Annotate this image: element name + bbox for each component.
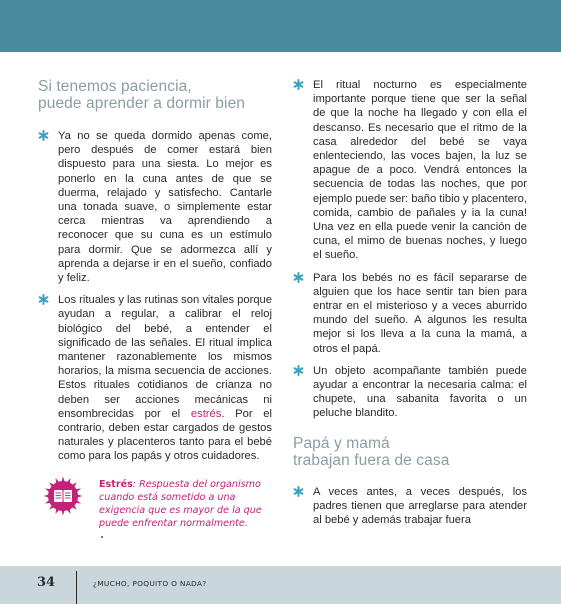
asterisk-bullet-icon xyxy=(293,79,304,90)
glossary-definition xyxy=(99,478,279,530)
asterisk-bullet-icon xyxy=(293,486,304,497)
page-number: 34 xyxy=(37,575,56,590)
section-heading-working-parents xyxy=(293,435,527,469)
heading-line-2: puede aprender a dormir bien xyxy=(38,95,246,112)
list-item xyxy=(293,271,527,356)
list-item xyxy=(293,78,527,263)
heading-line-1: Papá y mamá xyxy=(293,434,390,452)
glossary-callout xyxy=(43,470,273,540)
book-badge-icon xyxy=(43,476,83,516)
list-item xyxy=(38,293,272,463)
list-item xyxy=(293,364,527,421)
glossary-definition-text: : Respuesta del organismo cuando está sometido a una exigencia que es mayor de la que puede enfrentar normalmente. xyxy=(99,479,262,529)
top-color-bar xyxy=(0,0,561,52)
asterisk-bullet-icon xyxy=(38,294,49,305)
right-column xyxy=(293,78,527,535)
list-item xyxy=(38,129,272,285)
list-item-text: Para los bebés no es fácil separarse de alguien que los hace sentir tan bien para entrar en el misterioso y a veces aburrido mundo del sueño. A algunos les resulta mejor si los lleva a la cuna la mamá, a otros el papá. xyxy=(313,271,527,355)
running-head: ¿MUCHO, POQUITO O NADA? xyxy=(93,579,207,588)
list-item-text: El ritual nocturno es especialmente importante porque tiene que ser la señal de que la noche ha llegado y con ella el descanso. Es necesario que el ritmo de la casa alrededor del bebé se vaya enlenteciendo, las voces bajen, la luz se apague de a poco. Vendrá entonces la secuencia de todas las noches, que por ejemplo puede ser: baño tibio y placentero, comida, cambio de pañales y ia la cuna! Una vez en ella puede venir la canción de cuna, el mimo de buenas noches, y luego el sueño. xyxy=(313,79,527,262)
asterisk-bullet-icon xyxy=(293,272,304,283)
glossary-term: Estrés xyxy=(99,479,133,490)
glossary-term-link: estrés xyxy=(190,407,222,420)
list-item-text: Un objeto acompañante también puede ayudar a encontrar la necesaria calma: el chupete, una sabanita favorita o un peluche blandito. xyxy=(313,364,527,420)
list-item xyxy=(293,485,527,528)
decorative-dot xyxy=(101,536,103,538)
asterisk-bullet-icon xyxy=(293,365,304,376)
asterisk-bullet-icon xyxy=(38,130,49,141)
list-item-text: . Por el contrario, deben estar cargados de gestos naturales y placenteros tanto para el bebé como para los papás y otros cuidadores. xyxy=(58,407,272,463)
heading-line-2: trabajan fuera de casa xyxy=(293,451,450,469)
list-item-text: A veces antes, a veces después, los padres tienen que arreglarse para atender al bebé y además trabajar fuera xyxy=(313,485,527,527)
left-column xyxy=(38,78,272,472)
heading-line-1: Si tenemos paciencia, xyxy=(38,78,192,95)
section-heading-sleep xyxy=(38,78,272,112)
list-item-text: Ya no se queda dormido apenas come, pero después de comer estará bien dispuesto para una siesta. Lo mejor es ponerlo en la cuna antes de que se duerma, relajado y satisfecho. Cantarle una tonada suave, o simplemente estar cerca mientras va aprendiendo a reconocer que su cuna es un estímulo para dormir. Que se adormezca allí y aprenda a dejarse ir en el sueño, confiado y feliz. xyxy=(58,130,272,285)
list-item-text: Los rituales y las rutinas son vitales porque ayudan a regular, a calibrar el reloj biológico del bebé, a entender el significado de las señales. El ritual implica mantener razonablemente los mismos horarios, la misma secuencia de acciones. Estos rituales cotidianos de crianza no deben ser acciones mecánicas ni ensombrecidas por el xyxy=(58,294,272,420)
footer-divider xyxy=(76,571,77,604)
page-footer xyxy=(0,566,561,604)
